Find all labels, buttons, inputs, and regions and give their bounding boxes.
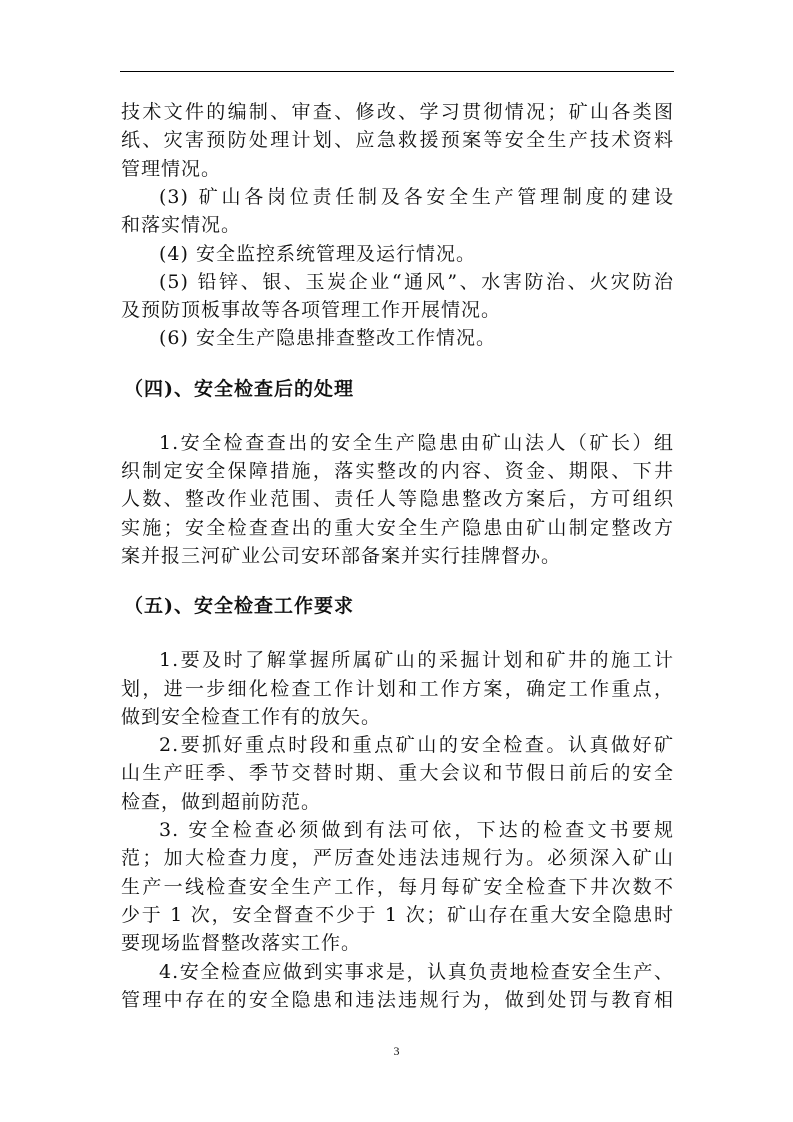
paragraph-line: 山生产旺季、季节交替时期、重大会议和节假日前后的安全 — [121, 762, 674, 785]
paragraph-line: 和落实情况。 — [121, 214, 242, 237]
paragraph-line: 织制定安全保障措施，落实整改的内容、资金、期限、下井 — [121, 460, 674, 482]
section-heading: （五)、安全检查工作要求 — [124, 595, 354, 618]
paragraph-line: 4.安全检查应做到实事求是，认真负责地检查安全生产、 — [159, 960, 674, 983]
paragraph-line: 检查，做到超前防范。 — [121, 790, 322, 813]
paragraph-line: (3) 矿山各岗位责任制及各安全生产管理制度的建设 — [159, 185, 674, 208]
paragraph-line: (6) 安全生产隐患排查整改工作情况。 — [159, 327, 496, 350]
section-heading: （四)、安全检查后的处理 — [124, 377, 354, 400]
paragraph-line: (5) 铅锌、银、玉炭企业“通风”、水害防治、火灾防治 — [159, 270, 674, 293]
paragraph-line: 生产一线检查安全生产工作，每月每矿安全检查下井次数不 — [121, 875, 674, 898]
header-rule — [120, 71, 674, 72]
paragraph-line: 及预防顶板事故等各项管理工作开展情况。 — [121, 299, 502, 322]
paragraph-line: 3. 安全检查必须做到有法可依，下达的检查文书要规 — [159, 819, 674, 841]
paragraph-line: 划，进一步细化检查工作计划和工作方案，确定工作重点， — [121, 677, 674, 700]
page-number: 3 — [393, 1044, 400, 1058]
paragraph-line: 技术文件的编制、审查、修改、学习贯彻情况；矿山各类图 — [121, 101, 674, 123]
paragraph-line: 人数、整改作业范围、责任人等隐患整改方案后，方可组织 — [121, 488, 674, 511]
paragraph-line: 少于 1 次，安全督查不少于 1 次；矿山存在重大安全隐患时 — [121, 903, 674, 926]
paragraph-line: 1.要及时了解掌握所属矿山的采掘计划和矿井的施工计 — [159, 649, 674, 672]
paragraph-line: 做到安全检查工作有的放矢。 — [121, 705, 382, 728]
paragraph-line: 纸、灾害预防处理计划、应急救援预案等安全生产技术资料 — [121, 129, 674, 152]
paragraph-line: 管理情况。 — [121, 157, 222, 180]
paragraph-line: 1.安全检查查出的安全生产隐患由矿山法人（矿长）组 — [159, 431, 674, 454]
paragraph-line: 案并报三河矿业公司安环部备案并实行挂牌督办。 — [121, 544, 562, 567]
paragraph-line: 实施；安全检查查出的重大安全生产隐患由矿山制定整改方 — [121, 516, 674, 539]
paragraph-line: 2.要抓好重点时段和重点矿山的安全检查。认真做好矿 — [159, 734, 674, 757]
paragraph-line: 要现场监督整改落实工作。 — [121, 932, 362, 955]
paragraph-line: 范；加大检查力度，严厉查处违法违规行为。必须深入矿山 — [121, 847, 674, 870]
paragraph-line: 管理中存在的安全隐患和违法违规行为，做到处罚与教育相 — [121, 988, 674, 1011]
paragraph-line: (4) 安全监控系统管理及运行情况。 — [159, 242, 476, 265]
